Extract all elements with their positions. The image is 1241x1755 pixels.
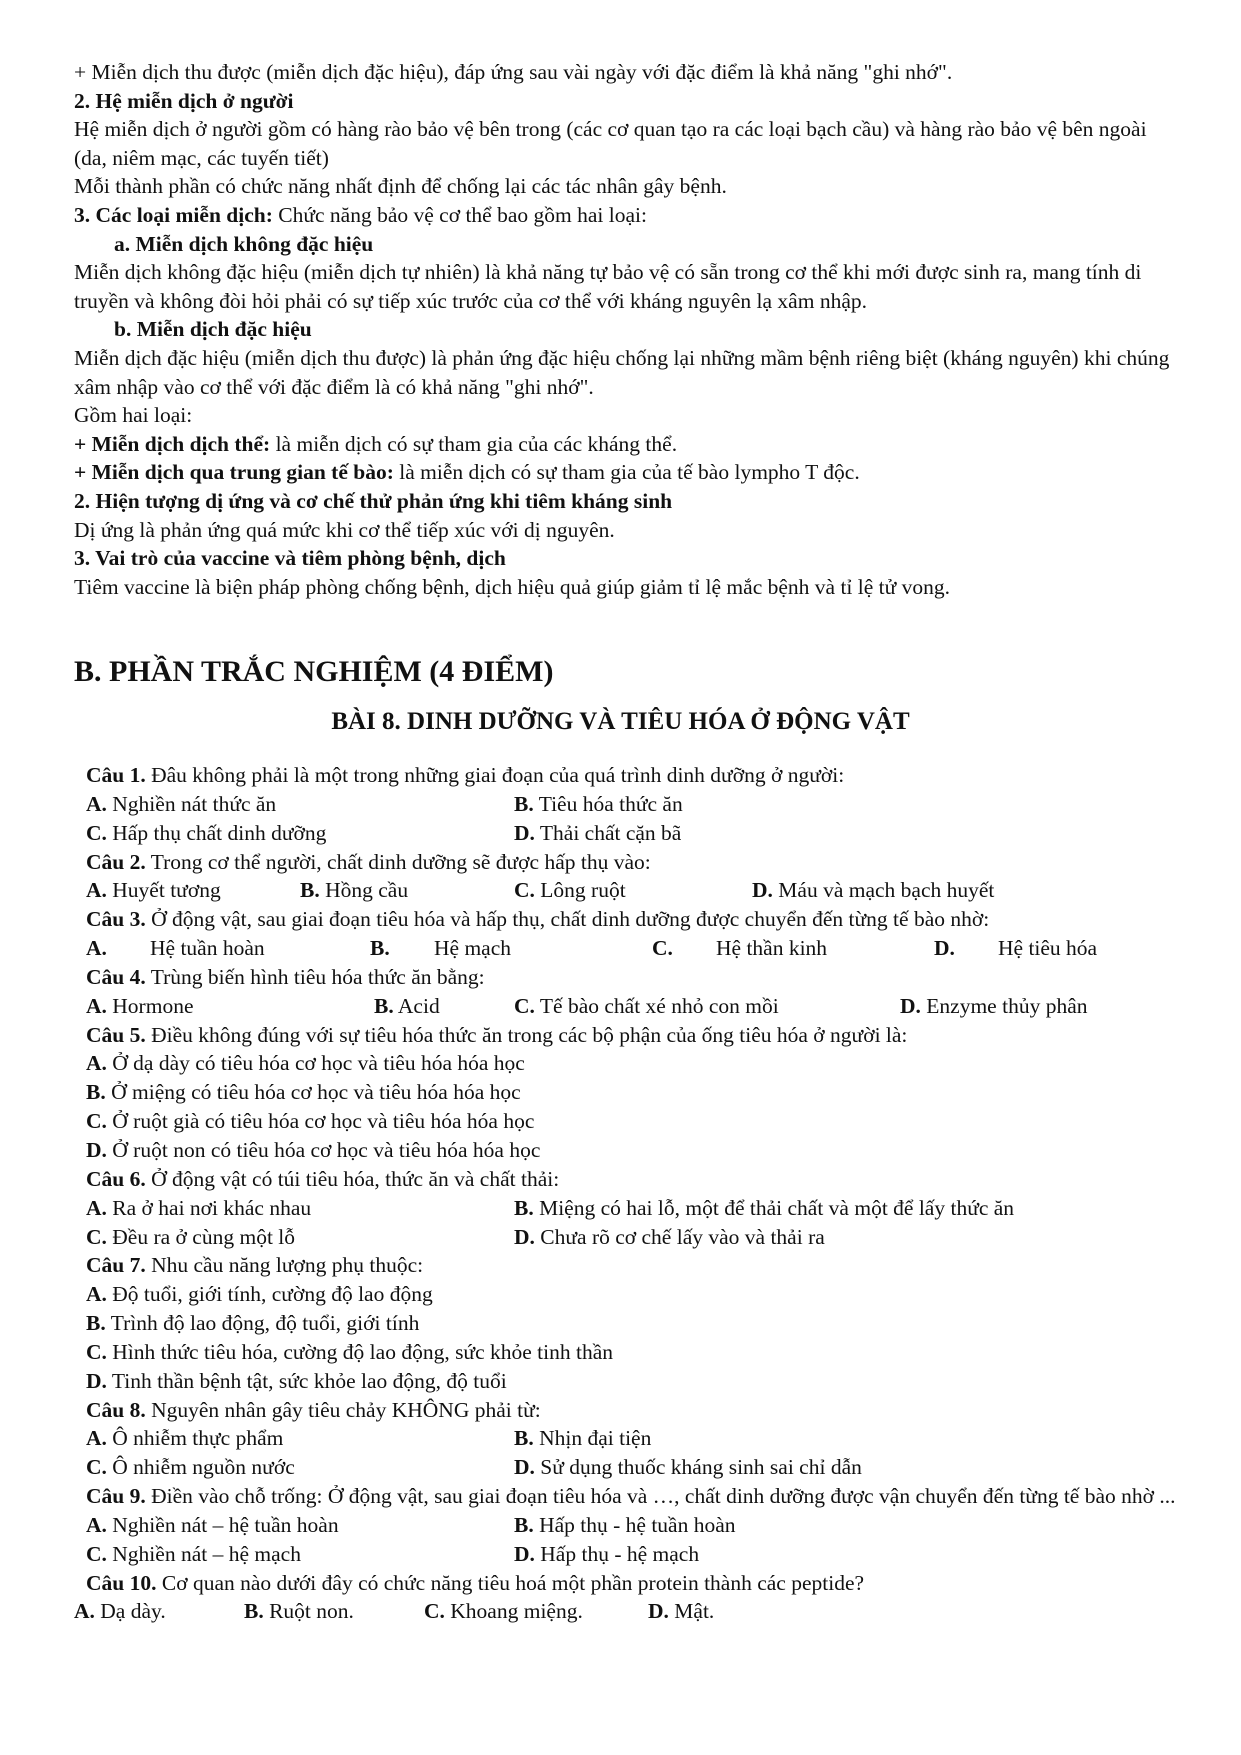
question-number: Câu 6. xyxy=(86,1166,146,1191)
theory-section xyxy=(74,58,1184,601)
answer-option xyxy=(74,1136,1184,1165)
answer-letter: C. xyxy=(86,1541,107,1566)
theory-heading: 2. Hiện tượng dị ứng và cơ chế thử phản ứng khi tiêm kháng sinh xyxy=(74,488,673,513)
answer-text: Nghiền nát – hệ mạch xyxy=(106,1541,301,1566)
theory-subheading: b. Miễn dịch đặc hiệu xyxy=(114,317,312,342)
answer-text: Thải chất cặn bã xyxy=(534,820,682,845)
answer-text: Khoang miệng. xyxy=(444,1599,583,1624)
answer-row xyxy=(74,1597,1184,1626)
question-text: Ở động vật có túi tiêu hóa, thức ăn và chất thải: xyxy=(145,1166,560,1191)
theory-line: Miễn dịch đặc hiệu (miễn dịch thu được) là phản ứng đặc hiệu chống lại những mầm bệnh riêng biệt (kháng nguyên) khi chúng xâm nhập vào cơ thể với đặc điểm là có khả năng "ghi nhớ". xyxy=(74,345,1170,399)
answer-option xyxy=(514,1511,736,1540)
answer-text: Độ tuổi, giới tính, cường độ lao động xyxy=(106,1282,433,1307)
theory-heading: 3. Các loại miễn dịch: xyxy=(74,202,273,227)
answer-letter: B. xyxy=(86,1311,106,1336)
answer-row xyxy=(74,790,1184,819)
answer-letter: D. xyxy=(86,1137,107,1162)
answer-letter: D. xyxy=(86,1368,107,1393)
answer-text: Ở dạ dày có tiêu hóa cơ học và tiêu hóa hóa học xyxy=(106,1051,525,1076)
answer-letter: A. xyxy=(86,936,107,961)
answer-text: Tinh thần bệnh tật, sức khỏe lao động, độ tuổi xyxy=(106,1368,507,1393)
answer-option xyxy=(86,819,326,848)
answer-letter: C. xyxy=(86,1339,107,1364)
theory-line: Gồm hai loại: xyxy=(74,403,193,428)
theory-text: là miễn dịch có sự tham gia của các kháng thể. xyxy=(270,431,678,456)
answer-row xyxy=(74,992,1184,1021)
answer-text: Nghiền nát – hệ tuần hoàn xyxy=(106,1512,339,1537)
answer-option xyxy=(652,934,827,963)
answer-text: Ở miệng có tiêu hóa cơ học và tiêu hóa hóa học xyxy=(105,1080,521,1105)
answer-letter: B. xyxy=(514,1512,534,1537)
answer-text: Hồng cầu xyxy=(319,878,409,903)
question-number: Câu 10. xyxy=(86,1570,157,1595)
answer-option xyxy=(74,1049,1184,1078)
answer-row xyxy=(74,1194,1184,1223)
answer-text: Ô nhiễm nguồn nước xyxy=(106,1455,295,1480)
answer-text: Tiêu hóa thức ăn xyxy=(533,791,683,816)
answer-text: Đều ra ở cùng một lỗ xyxy=(106,1224,296,1249)
answer-letter: B. xyxy=(514,1426,534,1451)
theory-text: là miễn dịch có sự tham gia của tế bào lympho T độc. xyxy=(393,460,860,485)
answer-text: Máu và mạch bạch huyết xyxy=(772,878,995,903)
answer-option xyxy=(74,1107,1184,1136)
answer-text: Ở ruột già có tiêu hóa cơ học và tiêu hóa hóa học xyxy=(106,1109,535,1134)
theory-line: Tiêm vaccine là biện pháp phòng chống bệnh, dịch hiệu quả giúp giảm tỉ lệ mắc bệnh và tỉ lệ tử vong. xyxy=(74,574,951,599)
answer-letter: D. xyxy=(514,820,535,845)
question-3 xyxy=(74,905,1184,934)
answer-text: Hấp thụ chất dinh dưỡng xyxy=(106,820,327,845)
answer-letter: B. xyxy=(86,1080,106,1105)
answer-letter: D. xyxy=(514,1224,535,1249)
answer-text: Hệ tuần hoàn xyxy=(150,936,265,961)
answer-option xyxy=(74,1280,1184,1309)
answer-text: Ruột non. xyxy=(263,1599,354,1624)
answer-text: Hấp thụ - hệ mạch xyxy=(534,1541,700,1566)
theory-heading: 2. Hệ miễn dịch ở người xyxy=(74,88,294,113)
answer-option xyxy=(648,1597,714,1626)
answer-option xyxy=(86,934,265,963)
answer-row xyxy=(74,1453,1184,1482)
answer-letter: D. xyxy=(900,993,921,1018)
answer-letter: B. xyxy=(300,878,320,903)
answer-row xyxy=(74,1223,1184,1252)
question-5 xyxy=(74,1021,1184,1050)
answer-row xyxy=(74,1540,1184,1569)
question-text: Điều không đúng với sự tiêu hóa thức ăn trong các bộ phận của ống tiêu hóa ở người là: xyxy=(145,1022,908,1047)
question-8 xyxy=(74,1396,1184,1425)
answer-option xyxy=(514,1540,699,1569)
question-4 xyxy=(74,963,1184,992)
answer-letter: A. xyxy=(86,1051,107,1076)
question-9 xyxy=(74,1482,1184,1511)
theory-line: Miễn dịch không đặc hiệu (miễn dịch tự nhiên) là khả năng tự bảo vệ có sẵn trong cơ thể khi mới được sinh ra, mang tính di truyền và không đòi hỏi phải có sự tiếp xúc trước của cơ thể với kháng nguyên lạ xâm nhập. xyxy=(74,260,1142,313)
answer-option xyxy=(86,876,221,905)
answer-option xyxy=(374,992,440,1021)
answer-option xyxy=(86,1511,339,1540)
answer-option xyxy=(74,1078,1184,1107)
answer-option xyxy=(900,992,1088,1021)
answer-letter: C. xyxy=(86,1224,107,1249)
answer-row xyxy=(74,876,1184,905)
answer-letter: A. xyxy=(86,791,107,816)
answer-letter: C. xyxy=(424,1599,445,1624)
answer-text: Nhịn đại tiện xyxy=(533,1426,652,1451)
answer-row xyxy=(74,819,1184,848)
answer-letter: D. xyxy=(752,878,773,903)
question-7 xyxy=(74,1251,1184,1280)
answer-letter: A. xyxy=(86,1282,107,1307)
question-text: Nguyên nhân gây tiêu chảy KHÔNG phải từ: xyxy=(145,1397,541,1422)
section-b-title: B. PHẦN TRẮC NGHIỆM (4 ĐIỂM) xyxy=(74,655,554,688)
answer-option xyxy=(514,790,683,819)
answer-text: Ra ở hai nơi khác nhau xyxy=(106,1195,312,1220)
answer-text: Miệng có hai lỗ, một để thải chất và một để lấy thức ăn xyxy=(533,1195,1015,1220)
answer-letter: C. xyxy=(86,1109,107,1134)
answer-letter: C. xyxy=(514,878,535,903)
answer-option xyxy=(86,1424,283,1453)
answer-letter: A. xyxy=(86,1426,107,1451)
answer-option xyxy=(74,1597,166,1626)
theory-line: Mỗi thành phần có chức năng nhất định để chống lại các tác nhân gây bệnh. xyxy=(74,174,727,199)
answer-text: Mật. xyxy=(668,1599,715,1624)
answer-text: Enzyme thủy phân xyxy=(920,993,1088,1018)
theory-line: Hệ miễn dịch ở người gồm có hàng rào bảo vệ bên trong (các cơ quan tạo ra các loại bạch cầu) và hàng rào bảo vệ bên ngoài (da, niêm mạc, các tuyến tiết) xyxy=(74,117,1147,170)
answer-letter: B. xyxy=(374,993,394,1018)
quiz-section xyxy=(74,761,1184,1626)
question-text: Đâu không phải là một trong những giai đoạn của quá trình dinh dưỡng ở người: xyxy=(145,763,845,787)
answer-letter: B. xyxy=(244,1599,264,1624)
theory-line xyxy=(74,201,1184,230)
answer-option xyxy=(514,819,681,848)
answer-text: Chưa rõ cơ chế lấy vào và thải ra xyxy=(534,1224,825,1249)
answer-letter: A. xyxy=(74,1599,95,1624)
answer-letter: C. xyxy=(514,993,535,1018)
answer-text: Huyết tương xyxy=(106,878,221,903)
answer-option xyxy=(86,790,276,819)
answer-text: Nghiền nát thức ăn xyxy=(106,791,277,816)
answer-option xyxy=(514,1453,862,1482)
answer-text: Tế bào chất xé nhỏ con mồi xyxy=(534,993,779,1018)
answer-letter: A. xyxy=(86,878,107,903)
theory-line: + Miễn dịch thu được (miễn dịch đặc hiệu), đáp ứng sau vài ngày với đặc điểm là khả năng "ghi nhớ". xyxy=(74,60,953,84)
answer-letter: B. xyxy=(514,791,534,816)
answer-letter: A. xyxy=(86,1512,107,1537)
answer-row xyxy=(74,1511,1184,1540)
theory-line xyxy=(74,430,1184,459)
question-text: Nhu cầu năng lượng phụ thuộc: xyxy=(145,1253,424,1278)
answer-letter: C. xyxy=(652,936,673,961)
answer-letter: B. xyxy=(514,1195,534,1220)
answer-text: Dạ dày. xyxy=(94,1599,166,1624)
answer-option xyxy=(300,876,408,905)
answer-text: Acid xyxy=(393,993,440,1018)
answer-text: Hệ mạch xyxy=(434,936,512,961)
answer-letter: A. xyxy=(86,1195,107,1220)
question-text: Ở động vật, sau giai đoạn tiêu hóa và hấp thụ, chất dinh dưỡng được chuyển đến từng tế bào nhờ: xyxy=(145,907,990,932)
answer-text: Ô nhiễm thực phẩm xyxy=(106,1426,284,1451)
answer-letter: C. xyxy=(86,1455,107,1480)
question-text: Trong cơ thể người, chất dinh dưỡng sẽ được hấp thụ vào: xyxy=(145,849,651,874)
answer-letter: D. xyxy=(934,936,955,961)
answer-letter: D. xyxy=(648,1599,669,1624)
answer-option xyxy=(86,1223,295,1252)
answer-text: Hormone xyxy=(106,993,194,1018)
answer-letter: A. xyxy=(86,993,107,1018)
answer-option xyxy=(86,992,193,1021)
answer-text: Ở ruột non có tiêu hóa cơ học và tiêu hóa hóa học xyxy=(106,1137,541,1162)
answer-option xyxy=(514,1424,651,1453)
theory-text: Chức năng bảo vệ cơ thể bao gồm hai loại: xyxy=(272,202,647,227)
question-number: Câu 3. xyxy=(86,907,146,932)
answer-text: Hệ tiêu hóa xyxy=(998,936,1098,961)
answer-option xyxy=(934,934,1097,963)
lesson-title: BÀI 8. DINH DƯỠNG VÀ TIÊU HÓA Ở ĐỘNG VẬT xyxy=(331,708,910,735)
question-number: Câu 7. xyxy=(86,1253,146,1278)
answer-option xyxy=(86,1540,301,1569)
answer-text: Hệ thần kinh xyxy=(716,936,828,961)
question-2 xyxy=(74,848,1184,877)
question-number: Câu 8. xyxy=(86,1397,146,1422)
question-number: Câu 4. xyxy=(86,964,146,989)
question-text: Cơ quan nào dưới đây có chức năng tiêu hoá một phần protein thành các peptide? xyxy=(156,1570,865,1595)
answer-row xyxy=(74,1424,1184,1453)
question-text: Trùng biến hình tiêu hóa thức ăn bằng: xyxy=(145,964,485,989)
answer-option xyxy=(514,992,779,1021)
question-10 xyxy=(74,1569,1184,1598)
theory-line: Dị ứng là phản ứng quá mức khi cơ thể tiếp xúc với dị nguyên. xyxy=(74,517,615,542)
theory-heading: 3. Vai trò của vaccine và tiêm phòng bệnh, dịch xyxy=(74,546,506,571)
answer-option xyxy=(86,1194,311,1223)
question-number: Câu 9. xyxy=(86,1484,146,1509)
answer-option xyxy=(424,1597,583,1626)
answer-letter: C. xyxy=(86,820,107,845)
answer-letter: B. xyxy=(370,936,390,961)
question-6 xyxy=(74,1165,1184,1194)
answer-option xyxy=(244,1597,354,1626)
theory-line xyxy=(74,458,1184,487)
answer-letter: D. xyxy=(514,1455,535,1480)
answer-text: Trình độ lao động, độ tuổi, giới tính xyxy=(105,1311,420,1336)
question-number: Câu 5. xyxy=(86,1022,146,1047)
answer-option xyxy=(514,1194,1014,1223)
question-text: Điền vào chỗ trống: Ở động vật, sau giai đoạn tiêu hóa và …, chất dinh dưỡng được vận chuyển đến từng tế bào nhờ ... xyxy=(145,1484,1176,1509)
answer-letter: D. xyxy=(514,1541,535,1566)
question-number: Câu 2. xyxy=(86,849,146,874)
answer-option xyxy=(74,1338,1184,1367)
answer-text: Lông ruột xyxy=(534,878,626,903)
theory-term: + Miễn dịch dịch thể: xyxy=(74,431,271,456)
answer-option xyxy=(370,934,511,963)
answer-text: Hình thức tiêu hóa, cường độ lao động, sức khỏe tinh thần xyxy=(106,1339,614,1364)
answer-option xyxy=(514,1223,825,1252)
answer-row xyxy=(74,934,1184,963)
theory-term: + Miễn dịch qua trung gian tế bào: xyxy=(74,460,394,485)
answer-text: Sử dụng thuốc kháng sinh sai chỉ dẫn xyxy=(534,1455,862,1480)
question-1 xyxy=(74,761,1184,790)
question-number: Câu 1. xyxy=(86,763,146,787)
answer-option xyxy=(752,876,994,905)
answer-option xyxy=(74,1309,1184,1338)
answer-option xyxy=(514,876,626,905)
answer-text: Hấp thụ - hệ tuần hoàn xyxy=(533,1512,736,1537)
theory-subheading: a. Miễn dịch không đặc hiệu xyxy=(114,231,374,256)
answer-option xyxy=(86,1453,295,1482)
answer-option xyxy=(74,1367,1184,1396)
